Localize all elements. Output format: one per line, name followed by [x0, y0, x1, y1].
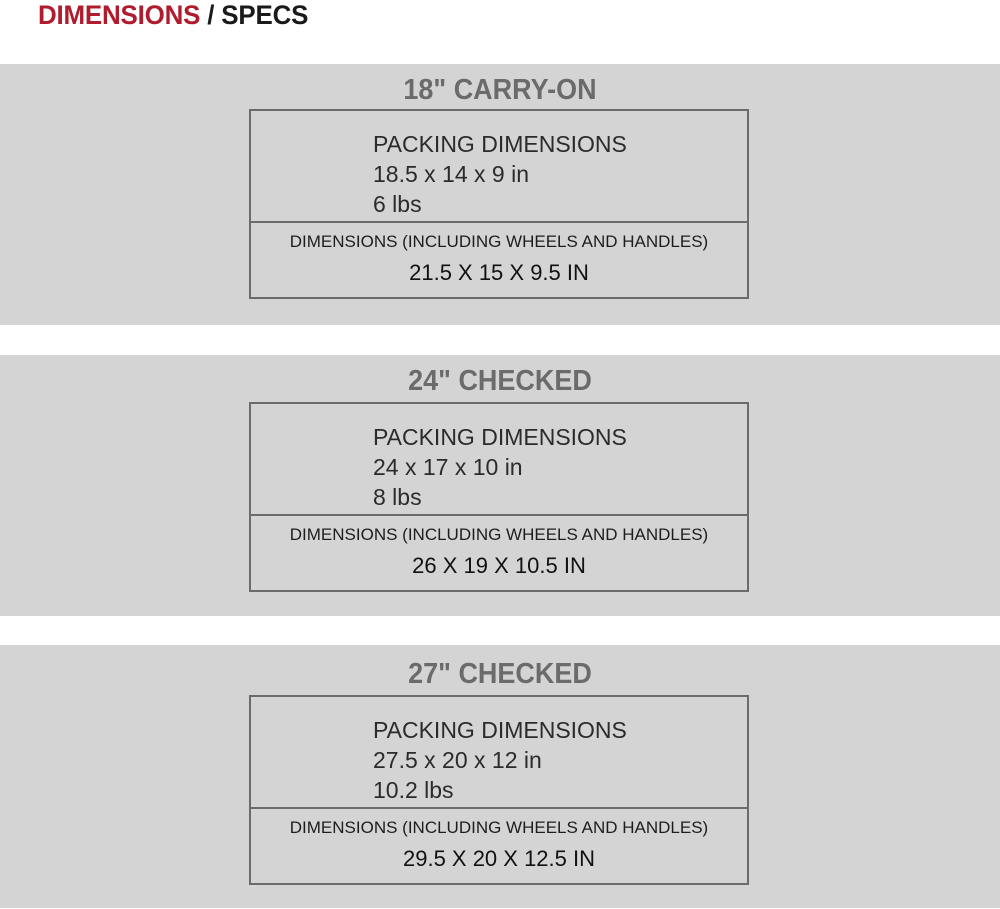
overall-panel	[251, 516, 747, 590]
packing-size: 24 x 17 x 10 in	[373, 454, 523, 480]
spec-box	[249, 695, 749, 885]
weight: 6 lbs	[373, 191, 422, 217]
overall-size: 29.5 X 20 X 12.5 IN	[402, 846, 596, 871]
section-title: 27" CHECKED	[408, 658, 592, 690]
spec-section-carry-on	[0, 64, 1000, 325]
page-title-rest: / SPECS	[200, 0, 309, 30]
packing-label: PACKING DIMENSIONS	[373, 424, 627, 450]
spec-section-24-checked	[0, 355, 1000, 616]
overall-panel	[251, 223, 747, 297]
overall-label: DIMENSIONS (INCLUDING WHEELS AND HANDLES)	[289, 818, 709, 837]
spec-box	[249, 402, 749, 592]
packing-size: 18.5 x 14 x 9 in	[373, 161, 529, 187]
overall-label: DIMENSIONS (INCLUDING WHEELS AND HANDLES)	[289, 232, 709, 251]
spec-box	[249, 109, 749, 299]
section-title: 18" CARRY-ON	[403, 74, 597, 106]
spec-section-27-checked	[0, 645, 1000, 908]
weight: 8 lbs	[373, 484, 422, 510]
overall-label: DIMENSIONS (INCLUDING WHEELS AND HANDLES)	[289, 525, 709, 544]
page-title	[38, 0, 308, 32]
overall-size: 26 X 19 X 10.5 IN	[412, 553, 586, 578]
packing-label: PACKING DIMENSIONS	[373, 131, 627, 157]
weight: 10.2 lbs	[373, 777, 454, 803]
packing-size: 27.5 x 20 x 12 in	[373, 747, 542, 773]
overall-panel	[251, 809, 747, 883]
packing-panel	[251, 404, 747, 516]
section-title: 24" CHECKED	[408, 365, 592, 397]
overall-size: 21.5 X 15 X 9.5 IN	[409, 260, 589, 285]
packing-label: PACKING DIMENSIONS	[373, 717, 627, 743]
packing-panel	[251, 111, 747, 223]
page-title-accent: DIMENSIONS	[38, 0, 201, 30]
packing-panel	[251, 697, 747, 809]
